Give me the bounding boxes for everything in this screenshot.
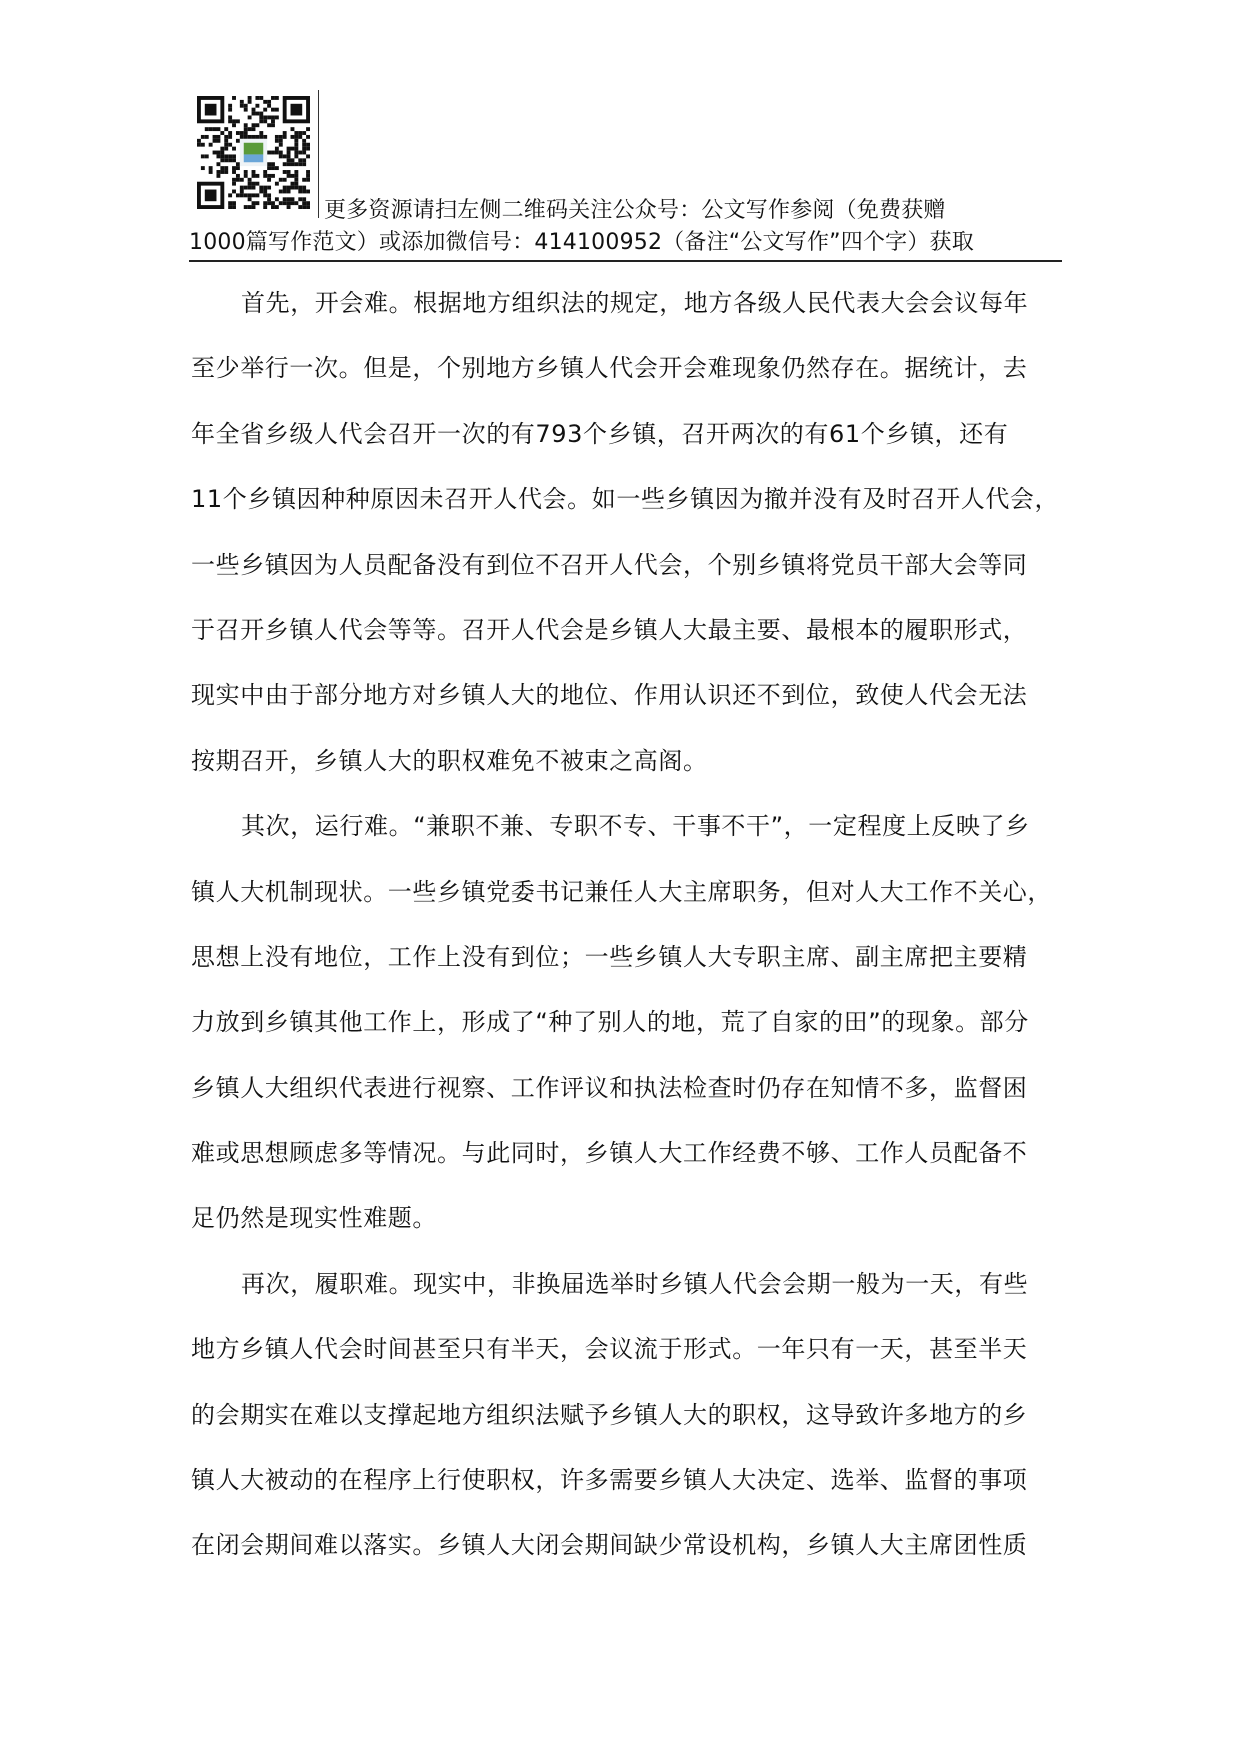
qr-module — [271, 108, 275, 112]
qr-module — [224, 143, 228, 147]
qr-module — [224, 154, 228, 158]
qr-module — [267, 104, 271, 108]
qr-module — [220, 131, 224, 135]
qr-module — [232, 123, 236, 127]
qr-module — [259, 186, 263, 190]
paragraph-line: 至少举行一次。但是，个别地方乡镇人代会开会难现象仍然存在。据统计，去 — [191, 354, 1028, 383]
qr-module — [252, 174, 256, 178]
document-body — [191, 286, 1091, 1594]
qr-module — [294, 174, 298, 178]
qr-module — [220, 166, 224, 170]
qr-module — [267, 151, 271, 155]
qr-module — [271, 201, 275, 205]
qr-module — [255, 174, 259, 178]
qr-module — [220, 158, 224, 162]
qr-module — [263, 190, 267, 194]
qr-module — [287, 162, 291, 166]
qr-module — [267, 193, 271, 197]
qr-module — [244, 108, 248, 112]
qr-code-icon — [197, 96, 310, 209]
qr-module — [240, 186, 244, 190]
qr-module — [248, 178, 252, 182]
qr-module — [232, 119, 236, 123]
qr-module — [271, 205, 275, 209]
qr-module — [294, 135, 298, 139]
qr-module — [283, 201, 287, 205]
qr-module — [298, 162, 302, 166]
qr-module — [259, 115, 263, 119]
qr-module — [209, 170, 213, 174]
qr-module — [228, 108, 232, 112]
qr-module — [232, 154, 236, 158]
qr-module — [197, 139, 201, 143]
paragraph-line: 11个乡镇因种种原因未召开人代会。如一些乡镇因为撤并没有及时召开人代会， — [191, 485, 1060, 514]
qr-module — [294, 131, 298, 135]
qr-module — [267, 197, 271, 201]
qr-module — [294, 151, 298, 155]
qr-module — [252, 201, 256, 205]
qr-module — [263, 186, 267, 190]
qr-module — [255, 135, 259, 139]
paragraph-line: 思想上没有地位，工作上没有到位；一些乡镇人大专职主席、副主席把主要精 — [191, 942, 1028, 971]
qr-module — [232, 190, 236, 194]
qr-module — [271, 162, 275, 166]
qr-module — [275, 135, 279, 139]
qr-module — [271, 166, 275, 170]
qr-module — [228, 104, 232, 108]
qr-module — [228, 115, 232, 119]
qr-module — [271, 119, 275, 123]
paragraph-line: 年全省乡级人代会召开一次的有793个乡镇，召开两次的有61个乡镇，还有 — [191, 419, 1009, 448]
qr-module — [197, 143, 201, 147]
qr-module — [302, 162, 306, 166]
qr-module — [283, 131, 287, 135]
qr-logo — [244, 143, 263, 155]
qr-module — [263, 108, 267, 112]
qr-module — [279, 135, 283, 139]
qr-module — [259, 112, 263, 116]
paragraph-line: 乡镇人大组织代表进行视察、工作评议和执法检查时仍存在知情不多，监督困 — [191, 1073, 1028, 1102]
qr-module — [255, 193, 259, 197]
qr-module — [255, 182, 259, 186]
qr-module — [302, 205, 306, 209]
qr-module — [252, 123, 256, 127]
header-promo-line-2: 1000篇写作范文）或添加微信号：414100952（备注“公文写作”四个字）获取 — [189, 230, 974, 255]
qr-module — [228, 143, 232, 147]
qr-module — [263, 100, 267, 104]
qr-module — [213, 139, 217, 143]
qr-module — [298, 190, 302, 194]
qr-module — [201, 166, 205, 170]
qr-module — [287, 174, 291, 178]
qr-module — [213, 127, 217, 131]
qr-module — [298, 135, 302, 139]
qr-module — [232, 170, 236, 174]
qr-module — [240, 135, 244, 139]
qr-module — [263, 201, 267, 205]
qr-module — [228, 135, 232, 139]
qr-module — [283, 162, 287, 166]
qr-module — [252, 112, 256, 116]
qr-module — [271, 174, 275, 178]
qr-module — [294, 162, 298, 166]
qr-module — [302, 139, 306, 143]
qr-module — [294, 154, 298, 158]
qr-module — [201, 154, 205, 158]
qr-module — [275, 166, 279, 170]
paragraph-line: 镇人大被动的在程序上行使职权，许多需要乡镇人大决定、选举、监督的事项 — [191, 1466, 1028, 1495]
qr-module — [228, 154, 232, 158]
qr-module — [279, 139, 283, 143]
qr-module — [267, 162, 271, 166]
qr-module — [298, 197, 302, 201]
qr-module — [224, 139, 228, 143]
qr-module — [236, 131, 240, 135]
qr-module — [248, 127, 252, 131]
qr-module — [205, 135, 209, 139]
qr-module — [224, 166, 228, 170]
qr-module — [298, 186, 302, 190]
header-rule — [189, 260, 1062, 262]
qr-module — [209, 166, 213, 170]
qr-module — [306, 174, 310, 178]
qr-module — [267, 201, 271, 205]
qr-module — [287, 197, 291, 201]
qr-module — [302, 131, 306, 135]
qr-module — [298, 151, 302, 155]
qr-module — [302, 147, 306, 151]
qr-module — [271, 115, 275, 119]
paragraph-line: 一些乡镇因为人员配备没有到位不召开人代会，个别乡镇将党员干部大会等同 — [191, 550, 1028, 579]
qr-module — [279, 151, 283, 155]
qr-module — [267, 123, 271, 127]
qr-logo — [244, 154, 263, 162]
qr-module — [263, 115, 267, 119]
qr-module — [216, 170, 220, 174]
qr-module — [294, 178, 298, 182]
qr-module — [244, 135, 248, 139]
qr-module — [291, 182, 295, 186]
qr-module — [306, 154, 310, 158]
qr-module — [271, 96, 275, 100]
qr-module — [248, 100, 252, 104]
qr-module — [224, 170, 228, 174]
qr-module — [302, 178, 306, 182]
qr-module — [306, 147, 310, 151]
paragraph-line: 在闭会期间难以落实。乡镇人大闭会期间缺少常设机构，乡镇人大主席团性质 — [191, 1531, 1028, 1560]
qr-module — [240, 178, 244, 182]
qr-module — [248, 135, 252, 139]
qr-module — [255, 96, 259, 100]
qr-module — [240, 100, 244, 104]
qr-module — [213, 151, 217, 155]
qr-module — [283, 190, 287, 194]
qr-module — [252, 170, 256, 174]
qr-module — [291, 186, 295, 190]
qr-module — [216, 154, 220, 158]
qr-module — [291, 197, 295, 201]
qr-module — [275, 139, 279, 143]
qr-finder — [205, 190, 217, 202]
qr-module — [244, 123, 248, 127]
qr-module — [291, 127, 295, 131]
qr-module — [263, 174, 267, 178]
qr-module — [279, 154, 283, 158]
qr-module — [302, 201, 306, 205]
header-divider — [318, 90, 319, 218]
qr-module — [201, 143, 205, 147]
qr-module — [294, 170, 298, 174]
qr-module — [275, 115, 279, 119]
qr-module — [248, 182, 252, 186]
qr-module — [275, 147, 279, 151]
paragraph-line: 现实中由于部分地方对乡镇人大的地位、作用认识还不到位，致使人代会无法 — [191, 681, 1028, 710]
qr-module — [205, 154, 209, 158]
qr-module — [240, 104, 244, 108]
qr-module — [306, 205, 310, 209]
qr-module — [267, 178, 271, 182]
header-promo-line-1: 更多资源请扫左侧二维码关注公众号：公文写作参阅（免费获赠 — [324, 198, 946, 223]
qr-module — [216, 135, 220, 139]
qr-module — [302, 143, 306, 147]
qr-module — [271, 151, 275, 155]
qr-module — [236, 139, 240, 143]
qr-module — [232, 96, 236, 100]
qr-module — [232, 147, 236, 151]
qr-module — [267, 174, 271, 178]
qr-module — [287, 205, 291, 209]
qr-module — [267, 100, 271, 104]
qr-module — [244, 170, 248, 174]
qr-module — [306, 143, 310, 147]
qr-module — [291, 201, 295, 205]
qr-finder — [291, 104, 303, 116]
paragraph-line: 地方乡镇人代会时间甚至只有半天，会议流于形式。一年只有一天，甚至半天 — [191, 1335, 1028, 1364]
qr-module — [236, 119, 240, 123]
qr-module — [263, 135, 267, 139]
qr-module — [248, 193, 252, 197]
qr-module — [220, 170, 224, 174]
qr-module — [275, 182, 279, 186]
qr-module — [263, 193, 267, 197]
qr-module — [259, 135, 263, 139]
qr-module — [283, 135, 287, 139]
qr-module — [263, 205, 267, 209]
qr-module — [287, 186, 291, 190]
paragraph-line: 足仍然是现实性难题。 — [191, 1204, 437, 1233]
qr-module — [252, 108, 256, 112]
qr-module — [283, 178, 287, 182]
qr-module — [287, 154, 291, 158]
qr-module — [291, 174, 295, 178]
qr-module — [283, 197, 287, 201]
qr-module — [244, 193, 248, 197]
paragraph-line: 按期召开，乡镇人大的职权难免不被束之高阁。 — [191, 746, 708, 775]
qr-module — [283, 170, 287, 174]
qr-module — [294, 201, 298, 205]
qr-module — [255, 201, 259, 205]
qr-module — [294, 182, 298, 186]
qr-module — [259, 119, 263, 123]
qr-module — [232, 178, 236, 182]
qr-module — [216, 174, 220, 178]
paragraph-line: 力放到乡镇其他工作上，形成了“种了别人的地，荒了自家的田”的现象。部分 — [191, 1008, 1029, 1037]
qr-module — [263, 119, 267, 123]
qr-module — [287, 201, 291, 205]
qr-module — [306, 190, 310, 194]
qr-module — [294, 186, 298, 190]
qr-module — [228, 205, 232, 209]
qr-module — [255, 104, 259, 108]
qr-module — [306, 201, 310, 205]
qr-module — [279, 201, 283, 205]
qr-module — [291, 135, 295, 139]
qr-module — [236, 193, 240, 197]
qr-module — [252, 182, 256, 186]
qr-module — [244, 127, 248, 131]
qr-module — [232, 205, 236, 209]
qr-module — [255, 123, 259, 127]
qr-module — [275, 108, 279, 112]
qr-module — [287, 158, 291, 162]
qr-module — [248, 96, 252, 100]
qr-module — [201, 135, 205, 139]
qr-module — [267, 115, 271, 119]
qr-module — [228, 193, 232, 197]
qr-module — [240, 193, 244, 197]
qr-module — [216, 127, 220, 131]
qr-module — [213, 135, 217, 139]
qr-module — [232, 182, 236, 186]
qr-module — [283, 154, 287, 158]
qr-module — [252, 127, 256, 131]
qr-module — [263, 170, 267, 174]
qr-module — [275, 205, 279, 209]
qr-module — [232, 201, 236, 205]
qr-module — [252, 186, 256, 190]
paragraph-line: 难或思想顾虑多等情况。与此同时，乡镇人大工作经费不够、工作人员配备不 — [191, 1139, 1028, 1168]
qr-module — [248, 115, 252, 119]
qr-module — [209, 143, 213, 147]
qr-module — [252, 135, 256, 139]
paragraph-line: 再次，履职难。现实中，非换届选举时乡镇人代会会期一般为一天，有些 — [241, 1269, 1029, 1298]
qr-module — [228, 201, 232, 205]
qr-module — [236, 162, 240, 166]
qr-module — [302, 186, 306, 190]
qr-module — [306, 178, 310, 182]
qr-module — [287, 151, 291, 155]
qr-module — [279, 178, 283, 182]
qr-finder — [205, 104, 217, 116]
qr-module — [220, 151, 224, 155]
qr-module — [294, 147, 298, 151]
qr-module — [244, 174, 248, 178]
qr-module — [306, 170, 310, 174]
qr-module — [302, 190, 306, 194]
qr-module — [236, 174, 240, 178]
qr-module — [259, 190, 263, 194]
qr-module — [232, 158, 236, 162]
qr-module — [287, 190, 291, 194]
qr-module — [271, 123, 275, 127]
qr-module — [275, 197, 279, 201]
qr-module — [240, 131, 244, 135]
qr-module — [275, 151, 279, 155]
qr-module — [224, 158, 228, 162]
qr-module — [298, 205, 302, 209]
paragraph-line: 镇人大机制现状。一些乡镇党委书记兼任人大主席职务，但对人大工作不关心， — [191, 877, 1052, 906]
qr-module — [220, 154, 224, 158]
qr-module — [302, 197, 306, 201]
qr-module — [306, 127, 310, 131]
qr-module — [216, 151, 220, 155]
qr-module — [236, 178, 240, 182]
qr-module — [205, 127, 209, 131]
qr-module — [298, 158, 302, 162]
qr-module — [267, 166, 271, 170]
qr-module — [244, 205, 248, 209]
qr-module — [244, 131, 248, 135]
qr-module — [244, 104, 248, 108]
qr-module — [224, 135, 228, 139]
qr-module — [294, 143, 298, 147]
qr-module — [224, 127, 228, 131]
paragraph-line: 的会期实在难以支撑起地方组织法赋予乡镇人大的职权，这导致许多地方的乡 — [191, 1400, 1028, 1429]
qr-module — [287, 170, 291, 174]
qr-module — [220, 147, 224, 151]
qr-module — [291, 162, 295, 166]
qr-module — [216, 162, 220, 166]
qr-module — [306, 135, 310, 139]
qr-module — [236, 166, 240, 170]
qr-module — [216, 139, 220, 143]
qr-module — [294, 139, 298, 143]
qr-module — [259, 96, 263, 100]
qr-module — [252, 205, 256, 209]
qr-module — [244, 186, 248, 190]
qr-module — [298, 131, 302, 135]
qr-module — [291, 147, 295, 151]
qr-module — [252, 193, 256, 197]
qr-module — [302, 158, 306, 162]
qr-module — [275, 96, 279, 100]
qr-module — [228, 131, 232, 135]
qr-module — [259, 131, 263, 135]
qr-module — [255, 112, 259, 116]
paragraph-line: 首先，开会难。根据地方组织法的规定，地方各级人民代表大会会议每年 — [241, 289, 1029, 317]
paragraph-line: 于召开乡镇人代会等等。召开人代会是乡镇人大最主要、最根本的履职形式， — [191, 615, 1028, 644]
qr-module — [287, 147, 291, 151]
qr-module — [209, 127, 213, 131]
qr-module — [279, 143, 283, 147]
qr-module — [232, 166, 236, 170]
qr-module — [228, 158, 232, 162]
qr-module — [228, 119, 232, 123]
qr-module — [302, 151, 306, 155]
qr-module — [248, 186, 252, 190]
qr-module — [224, 147, 228, 151]
qr-module — [248, 205, 252, 209]
paragraph-line: 其次，运行难。“兼职不兼、专职不专、干事不干”，一定程度上反映了乡 — [241, 812, 1030, 841]
qr-module — [248, 197, 252, 201]
qr-module — [283, 186, 287, 190]
qr-module — [279, 190, 283, 194]
qr-module — [291, 158, 295, 162]
qr-module — [240, 190, 244, 194]
qr-module — [267, 186, 271, 190]
